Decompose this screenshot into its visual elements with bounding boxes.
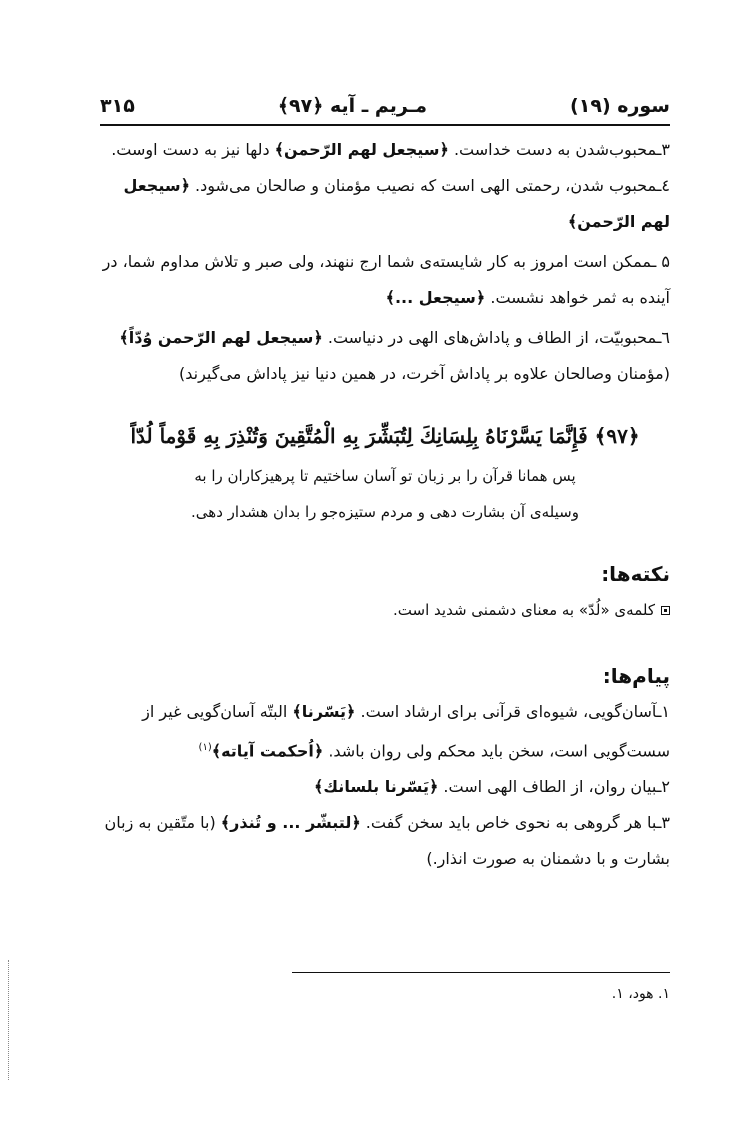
lesson-item: ۳ـمحبوب‌شدن به دست خداست. ﴿سیجعل لهم الرّحمن﴾ دلها نیز به دست اوست.: [111, 140, 670, 159]
footnote: ۱. هود، ۱.: [611, 986, 670, 1002]
message-item: ۲ـبیان روان، از الطاف الهی است. ﴿یَسّرنا بلسانك﴾: [314, 777, 670, 797]
message-item: ۱ـآسان‌گویی، شیوه‌ای قرآنی برای ارشاد است. ﴿یَسّرنا﴾ البتّه آسان‌گویی غیر از سست‌گویی است، سخن باید محکم ولی روان باشد. ﴿اُحکمت آیاته﴾$^{(۱)}$: [142, 702, 670, 761]
notes-heading: نکته‌ها:: [601, 562, 670, 586]
quran-quote: ﴿سیجعل لهم الرّحمن﴾: [274, 140, 449, 159]
header-divider: [100, 124, 670, 126]
footnote-ref[interactable]: (۱): [198, 742, 212, 753]
messages-heading: پیام‌ها:: [602, 664, 670, 688]
lesson-item: ۵ ـممکن است امروز به کار شایسته‌ی شما ارج ننهند، ولی صبر و تلاش مداوم شما، در آینده به ثمر خواهد نشست. ﴿سیجعل ...﴾: [102, 252, 670, 307]
square-bullet-icon: [661, 606, 670, 615]
surah-label: سوره (۱۹): [570, 95, 670, 117]
quran-quote: ﴿سیجعل لهم الرّحمن﴾: [123, 176, 670, 231]
page-number: ۳۱۵: [100, 95, 135, 117]
page-body: [100, 132, 670, 877]
quran-quote: ﴿سیجعل لهم الرّحمن وُدّاً﴾: [119, 328, 323, 347]
quran-verse: ﴿۹۷﴾ فَإِنَّمَا يَسَّرْنَاهُ بِلِسَانِكَ لِتُبَشِّرَ بِهِ الْمُتَّقِينَ وَتُنْذِرَ بِهِ قَوْماً لُدّاً: [130, 424, 640, 448]
message-item: ۳ـبا هر گروهی به نحوی خاص باید سخن گفت. ﴿لتبشّر ... و تُنذر﴾ (با متّقین به زبان بشارت و با دشمنان به صورت انذار.): [104, 813, 670, 869]
scan-edge-mark: [8, 960, 9, 1080]
lesson-item: ٤ـمحبوب شدن، رحمتی الهی است که نصیب مؤمنان و صالحان می‌شود. ﴿سیجعل لهم الرّحمن﴾: [123, 176, 670, 231]
page-header: [100, 92, 670, 120]
quran-quote: ﴿یَسّرنا بلسانك﴾: [314, 777, 439, 797]
note-item: کلمه‌ی «لُدّ» به معنای دشمنی شدید است.: [100, 592, 670, 628]
lesson-item: ٦ـمحبوبیّت، از الطاف و پاداش‌های الهی در دنیاست. ﴿سیجعل لهم الرّحمن وُدّاً﴾ (مؤمنان وصالحان علاوه بر پاداش آخرت، در همین دنیا نیز پاداش می‌گیرند): [119, 328, 670, 383]
quran-quote: ﴿یَسّرنا﴾: [292, 702, 356, 721]
page-title: مـریم ـ آیه ﴿۹۷﴾: [277, 95, 427, 117]
quran-quote: ﴿لتبشّر ... و تُنذر﴾: [220, 813, 361, 833]
footnote-divider: [292, 972, 670, 973]
quran-quote: ﴿اُحکمت آیاته﴾: [211, 741, 324, 761]
quran-quote: ﴿سیجعل ...﴾: [385, 288, 486, 307]
verse-translation: پس همانا قرآن را بر زبان تو آسان ساختیم تا پرهیزکاران را به وسیله‌ی آن بشارت دهی و مردم ستیزه‌جو را بدان هشدار دهی.: [191, 467, 579, 521]
